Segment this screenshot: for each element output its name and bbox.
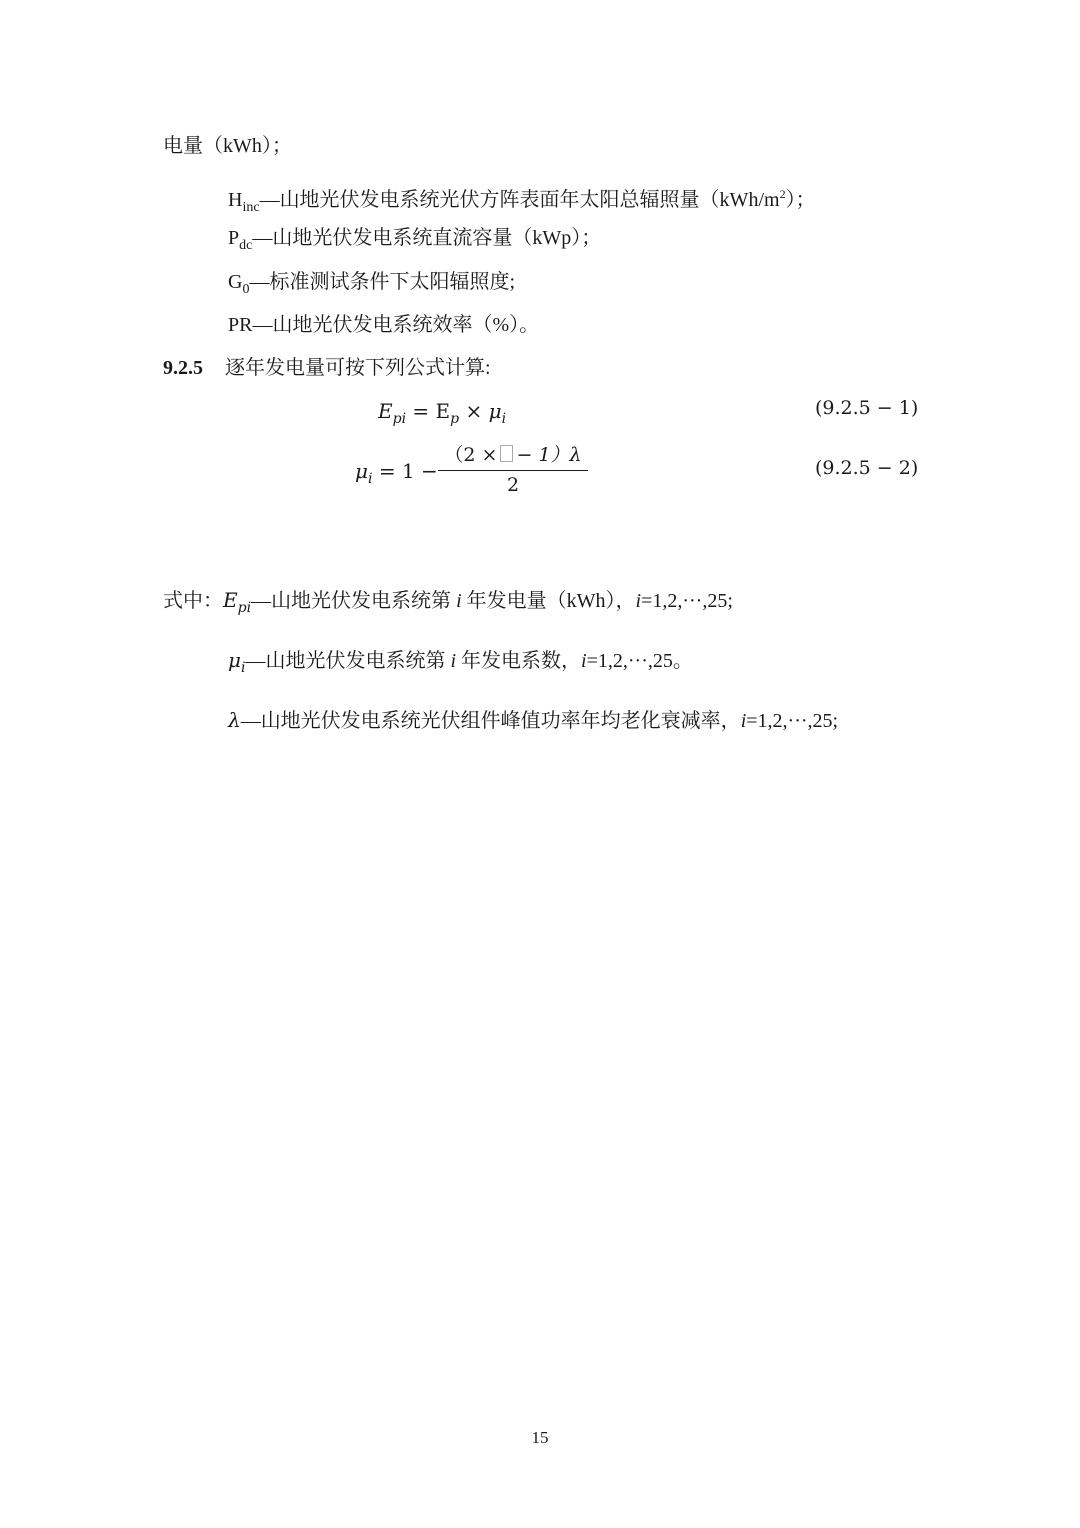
eq-subscript: p xyxy=(450,411,460,427)
definition-pdc xyxy=(228,224,601,260)
symbol-subscript: 0 xyxy=(242,282,250,297)
continuation-text: 电量（kWh）； xyxy=(163,135,292,157)
page-number: 15 xyxy=(531,1428,549,1447)
symbol: P xyxy=(228,227,240,249)
definition-text: —山地光伏发电系统直流容量（kWp）； xyxy=(252,227,602,249)
where-label: 式中： xyxy=(163,590,223,612)
definition-g0 xyxy=(228,268,515,304)
range-text: =1,2,···,25; xyxy=(746,710,839,732)
symbol-subscript: pi xyxy=(237,600,252,616)
equation-number-2: (9.2.5 − 2) xyxy=(815,457,919,479)
definition-hinc xyxy=(228,180,816,222)
superscript: 2 xyxy=(779,187,786,201)
continuation-line xyxy=(163,132,292,160)
eq-subscript: i xyxy=(368,471,373,487)
definition-text: PR—山地光伏发电系统效率（%）。 xyxy=(228,314,540,336)
definition-text: —山地光伏发电系统光伏组件峰值功率年均老化衰减率， xyxy=(240,710,741,732)
symbol: μ xyxy=(228,648,241,672)
definition-pr xyxy=(228,311,539,339)
definition-end: ）； xyxy=(785,189,816,211)
eq-term: μ xyxy=(355,459,368,483)
eq-term: = E xyxy=(406,399,451,423)
index-var: i xyxy=(635,590,642,612)
symbol-subscript: i xyxy=(241,660,246,676)
index-var: i xyxy=(450,650,457,672)
fraction-denominator: 2 xyxy=(506,474,520,496)
symbol: H xyxy=(228,189,243,211)
fraction-bar xyxy=(438,470,588,471)
section-heading xyxy=(163,354,491,382)
range-text: =1,2,···,25。 xyxy=(586,650,693,672)
equation-2-lhs xyxy=(355,457,438,493)
definition-text: 年发电系数， xyxy=(456,650,582,672)
equation-number-1: (9.2.5 − 1) xyxy=(815,397,919,419)
eq-term: E xyxy=(378,399,393,423)
eq-term: = 1 − xyxy=(372,459,438,483)
symbol: λ xyxy=(228,708,241,732)
missing-glyph-box xyxy=(500,445,513,462)
where-item-mu xyxy=(228,646,693,682)
symbol: G xyxy=(228,271,243,293)
where-item-lambda xyxy=(228,706,838,735)
section-text: 逐年发电量可按下列公式计算: xyxy=(225,357,491,379)
numerator-part: − 1）λ xyxy=(516,444,582,466)
where-item-epi xyxy=(163,586,733,622)
fraction-numerator xyxy=(438,440,588,467)
index-var: i xyxy=(581,650,587,672)
symbol-subscript: dc xyxy=(239,238,253,253)
eq-term: × μ xyxy=(459,399,502,423)
symbol: E xyxy=(223,588,238,612)
eq-subscript: i xyxy=(501,411,507,427)
definition-text: 年发电量（kWh）， xyxy=(461,590,636,612)
definition-text: —山地光伏发电系统第 xyxy=(251,590,457,612)
section-number: 9.2.5 xyxy=(163,357,203,379)
definition-text: —山地光伏发电系统第 xyxy=(245,650,451,672)
equation-1 xyxy=(378,397,506,433)
definition-text: —标准测试条件下太阳辐照度; xyxy=(249,271,516,293)
index-var: i xyxy=(456,590,462,612)
index-var: i xyxy=(740,710,747,732)
range-text: =1,2,···,25; xyxy=(641,590,733,612)
symbol-subscript: inc xyxy=(242,200,260,215)
numerator-part: （2 × xyxy=(444,444,498,466)
eq-subscript: pi xyxy=(392,411,407,427)
definition-text: —山地光伏发电系统光伏方阵表面年太阳总辐照量（kWh/m xyxy=(259,189,780,211)
